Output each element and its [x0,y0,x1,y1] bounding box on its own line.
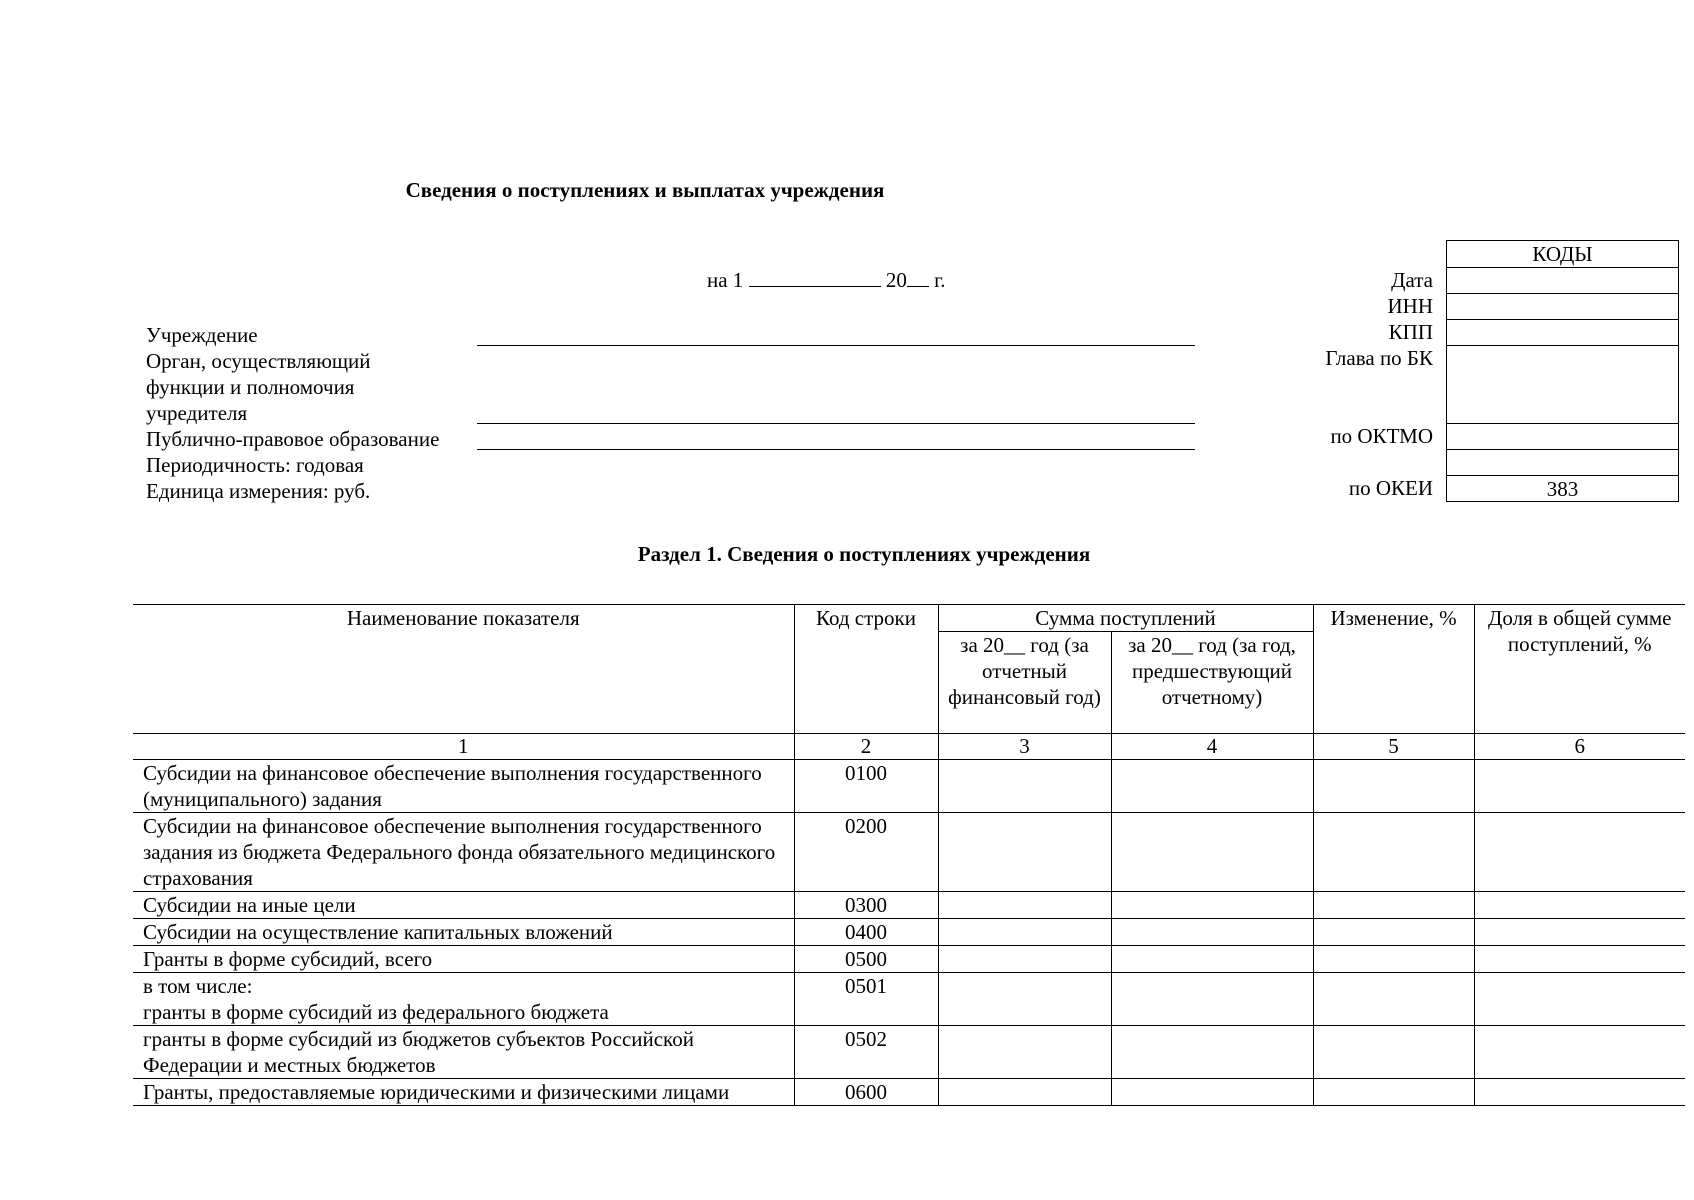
row-name: Субсидии на осуществление капитальных вложений [133,919,794,946]
change-cell[interactable] [1313,1079,1474,1106]
row-code: 0502 [794,1026,938,1079]
code-glava-bk-cell[interactable] [1447,345,1678,423]
table-row [133,919,1685,946]
label-founder-line3: учредителя [146,401,248,425]
code-kpp-cell[interactable] [1447,319,1678,345]
row-name: Гранты в форме субсидий, всего [133,946,794,973]
code-okei-cell: 383 [1447,475,1678,501]
row-code: 0300 [794,892,938,919]
col-header-sum-current: за 20__ год (за отчетный финансовый год) [938,632,1111,734]
change-cell[interactable] [1313,973,1474,1026]
sum-current-cell[interactable] [938,919,1111,946]
share-cell[interactable] [1474,760,1685,813]
section-title: Раздел 1. Сведения о поступлениях учреждения [637,542,1091,566]
col-number-2: 2 [794,734,938,760]
label-founder-line2: функции и полномочия [146,375,355,399]
label-inn: ИНН [1387,294,1433,318]
codes-header: КОДЫ [1532,242,1593,266]
label-unit: Единица измерения: руб. [146,479,371,503]
row-name: Субсидии на финансовое обеспечение выполнения государственного (муниципального) задания [133,760,794,813]
col-number-3: 3 [938,734,1111,760]
table-row [133,946,1685,973]
row-code: 0200 [794,813,938,892]
code-date-cell[interactable] [1447,267,1678,293]
sum-previous-cell[interactable] [1111,760,1313,813]
row-name: Субсидии на финансовое обеспечение выполнения государственного задания из бюджета Федерального фонда обязательного медицинского страхования [133,813,794,892]
date-suffix: г. [934,268,946,292]
sum-current-cell[interactable] [938,1079,1111,1106]
sum-previous-cell[interactable] [1111,919,1313,946]
change-cell[interactable] [1313,919,1474,946]
label-date: Дата [1391,268,1433,292]
change-cell[interactable] [1313,813,1474,892]
table-row [133,813,1685,892]
label-okei: по ОКЕИ [1348,476,1433,500]
share-cell[interactable] [1474,1026,1685,1079]
row-name: в том числе: гранты в форме субсидий из федерального бюджета [133,973,794,1026]
sum-current-cell[interactable] [938,1026,1111,1079]
code-oktmo-cell[interactable] [1447,423,1678,449]
sum-previous-cell[interactable] [1111,892,1313,919]
sum-current-cell[interactable] [938,760,1111,813]
row-code: 0600 [794,1079,938,1106]
change-cell[interactable] [1313,892,1474,919]
sum-current-cell[interactable] [938,973,1111,1026]
col-number-1: 1 [133,734,794,760]
col-number-5: 5 [1313,734,1474,760]
label-founder-line1: Орган, осуществляющий [146,349,371,373]
receipts-table [133,604,1685,1106]
change-cell[interactable] [1313,760,1474,813]
col-header-code: Код строки [794,605,938,734]
sum-previous-cell[interactable] [1111,1079,1313,1106]
share-cell[interactable] [1474,946,1685,973]
col-header-change: Изменение, % [1313,605,1474,734]
change-cell[interactable] [1313,946,1474,973]
row-name: гранты в форме субсидий из бюджетов субъектов Российской Федерации и местных бюджетов [133,1026,794,1079]
row-code: 0500 [794,946,938,973]
document-title: Сведения о поступлениях и выплатах учреждения [405,178,885,202]
date-day-month-blank[interactable] [749,268,881,287]
col-number-6: 6 [1474,734,1685,760]
founder-field[interactable] [477,423,1195,424]
label-institution: Учреждение [146,323,258,347]
institution-field[interactable] [477,345,1195,346]
label-kpp: КПП [1388,320,1433,344]
sum-previous-cell[interactable] [1111,1026,1313,1079]
share-cell[interactable] [1474,919,1685,946]
share-cell[interactable] [1474,892,1685,919]
header-left-labels [146,322,439,504]
sum-current-cell[interactable] [938,892,1111,919]
sum-previous-cell[interactable] [1111,973,1313,1026]
table-row [133,1026,1685,1079]
date-year-blank[interactable] [907,268,929,287]
sum-previous-cell[interactable] [1111,813,1313,892]
col-number-4: 4 [1111,734,1313,760]
table-row [133,1079,1685,1106]
label-oktmo: по ОКТМО [1330,424,1433,448]
label-periodicity: Периодичность: годовая [146,453,364,477]
codes-box [1446,240,1679,502]
date-year-prefix: 20 [885,268,907,292]
table-row [133,892,1685,919]
table-row [133,973,1685,1026]
share-cell[interactable] [1474,813,1685,892]
row-code: 0400 [794,919,938,946]
change-cell[interactable] [1313,1026,1474,1079]
row-name: Субсидии на иные цели [133,892,794,919]
row-code: 0100 [794,760,938,813]
table-row [133,760,1685,813]
sum-current-cell[interactable] [938,946,1111,973]
col-header-sum: Сумма поступлений [938,605,1313,632]
share-cell[interactable] [1474,1079,1685,1106]
report-date-line [707,268,946,293]
code-inn-cell[interactable] [1447,293,1678,319]
col-header-share: Доля в общей сумме поступлений, % [1474,605,1685,734]
sum-previous-cell[interactable] [1111,946,1313,973]
col-header-name: Наименование показателя [133,605,794,734]
label-glava-bk: Глава по БК [1325,346,1433,370]
row-name: Гранты, предоставляемые юридическими и физическими лицами [133,1079,794,1106]
public-entity-field[interactable] [477,449,1195,450]
share-cell[interactable] [1474,973,1685,1026]
sum-current-cell[interactable] [938,813,1111,892]
row-code: 0501 [794,973,938,1026]
table-body [133,760,1685,1106]
date-prefix: на 1 [707,268,744,292]
label-public-entity: Публично-правовое образование [146,427,440,451]
col-header-sum-previous: за 20__ год (за год, предшествующий отчетному) [1111,632,1313,734]
code-periodicity-cell[interactable] [1447,449,1678,475]
